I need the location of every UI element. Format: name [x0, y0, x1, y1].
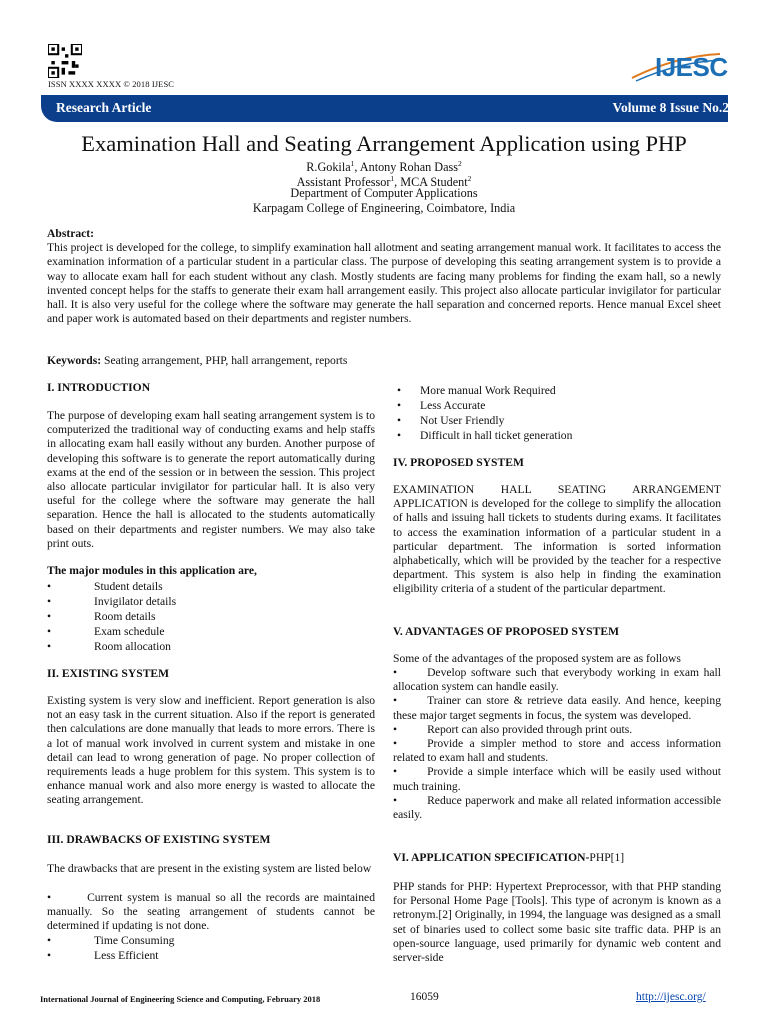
- author-roles: Assistant Professor$^1$, MCA Student$^2$: [296, 174, 472, 190]
- list-item: • Exam schedule: [47, 625, 165, 638]
- section-heading-drawbacks: III. DRAWBACKS OF EXISTING SYSTEM: [47, 833, 271, 846]
- list-item: • Less Efficient: [47, 949, 159, 962]
- qr-code-icon: [48, 44, 82, 78]
- college: Karpagam College of Engineering, Coimbatore, India: [252, 201, 516, 215]
- list-item: • Student details: [47, 580, 163, 593]
- advantages-list: [393, 666, 721, 822]
- drawbacks-intro: The drawbacks that are present in the existing system are listed below: [47, 862, 372, 875]
- list-item: • Time Consuming: [47, 934, 175, 947]
- section-heading-advantages: V. ADVANTAGES OF PROPOSED SYSTEM: [393, 625, 620, 638]
- abstract-section: [47, 227, 721, 326]
- footer-journal: International Journal of Engineering Science and Computing, February 2018: [40, 994, 321, 1004]
- list-item: • Invigilator details: [47, 595, 177, 608]
- modules-list: [47, 579, 375, 654]
- volume-issue: Volume 8 Issue No.2: [612, 100, 729, 115]
- list-item: • Not User Friendly: [397, 414, 505, 427]
- authors: R.Gokila$^1$, Antony Rohan Dass$^2$: [306, 159, 462, 175]
- list-item: • Difficult in hall ticket generation: [397, 429, 573, 442]
- department: Department of Computer Applications: [290, 186, 478, 200]
- keywords: Keywords: Seating arrangement, PHP, hall arrangement, reports: [47, 354, 348, 367]
- drawbacks-list-right: [397, 383, 721, 443]
- existing-system-text: Existing system is very slow and inefficient. Report generation is also not an easy task in the current situation. Also if the report is generated then calculations are done manually that leads to more errors. There is a lot of manual work involved in current system and mistake in one detail can lead to wrong generation of page. No proper collection of requirements leads a huge problem for this system. This system is to enhance manual work and also more energy is wasted to allocate the seating arrangement.: [47, 694, 375, 807]
- drawback-first: • Current system is manual so all the records are maintained manually. So the seating arrangement of students cannot be determined if updating is not done.: [47, 891, 375, 933]
- drawbacks-list-left: [47, 933, 375, 963]
- list-item: • Room allocation: [47, 640, 171, 653]
- proposed-system-text: EXAMINATION HALL SEATING ARRANGEMENT APPLICATION is developed for the college to simplify the allocation of halls and issuing hall tickets to students during exams. It facilitates to access the examination information of a particular student in a particular department. The information is sorted information alphabetically, which will be provided by the teacher for a respective department. This system is also help in finding the examination eligibility criteria of a student of the particular department.: [393, 483, 721, 596]
- section-heading-application-specification: VI. APPLICATION SPECIFICATION-PHP[1]: [393, 851, 625, 864]
- journal-url-link[interactable]: http://ijesc.org/: [636, 991, 706, 1003]
- section-heading-existing-system: II. EXISTING SYSTEM: [47, 667, 170, 680]
- abstract-text: This project is developed for the college, to simplify examination hall allotment and seating arrangement manual work. It facilitates to access the examination information of a particular student in a particular class. The purpose of developing this seating arrangement system is to provide a way to allocate exam hall for each student without any clash. Mostly students are facing many problems for finding the exam hall, so a newly invented concept helps for the staffs to generate their exam hall arrangement easily. This project also allocate particular invigilator for particular hall. It is also very useful for the college where the software may generate the hall separation and concerned reports. Hence manual Excel sheet and paper work is automated based on their departments and register numbers.: [47, 241, 721, 326]
- list-item: • Trainer can store & retrieve data easily. And hence, keeping these major target segments in focus, the system was developed.: [393, 694, 721, 722]
- paper-title: Examination Hall and Seating Arrangement Application using PHP: [81, 131, 687, 156]
- list-item: • Reduce paperwork and make all related information accessible easily.: [393, 793, 721, 822]
- list-item: • Provide a simpler method to store and access information related to exam hall and students.: [393, 737, 721, 765]
- list-item: • More manual Work Required: [397, 384, 556, 397]
- list-item: • Less Accurate: [397, 399, 486, 412]
- advantages-intro: Some of the advantages of the proposed system are as follows: [393, 652, 681, 665]
- application-specification-text: PHP stands for PHP: Hypertext Preprocessor, with that PHP standing for Personal Home Page [Tools]. This type of acronym is known as a retronym.[2] Originally, in 1994, the language was designed as a small set of binaries used to collect some basic site traffic data. PHP is an open-source language, used primarily for dynamic web content and server-side: [393, 880, 721, 965]
- modules-heading: The major modules in this application are,: [47, 564, 257, 577]
- section-heading-proposed-system: IV. PROPOSED SYSTEM: [393, 456, 524, 469]
- page-number: 16059: [410, 991, 439, 1003]
- list-item: • Develop software such that everybody working in exam hall allocation system can handle easily.: [393, 666, 721, 694]
- section-heading-introduction: I. INTRODUCTION: [47, 381, 151, 394]
- list-item: • Report can also provided through print outs.: [393, 722, 633, 736]
- abstract-label: Abstract:: [47, 227, 95, 240]
- article-type: Research Article: [56, 100, 152, 115]
- journal-logo-text: IJESC: [655, 52, 728, 82]
- list-item: • Room details: [47, 610, 156, 623]
- issn-text: ISSN XXXX XXXX © 2018 IJESC: [48, 79, 175, 89]
- introduction-text: The purpose of developing exam hall seating arrangement system is to computerized the traditional way of conducting exams and help staffs in allocating exam hall easily without any burden. Another purpose of developing this software is to generate the report automatically during exams at the end of the session or in between the session. This project also allocate particular invigilator for particular hall. It is also very useful for the college where the software may generate the hall separation. Hence the hall is allocated to the students automatically based on their departments and register numbers. We may also take print outs.: [47, 409, 375, 550]
- list-item: • Provide a simple interface which will be easily used without much training.: [393, 765, 721, 793]
